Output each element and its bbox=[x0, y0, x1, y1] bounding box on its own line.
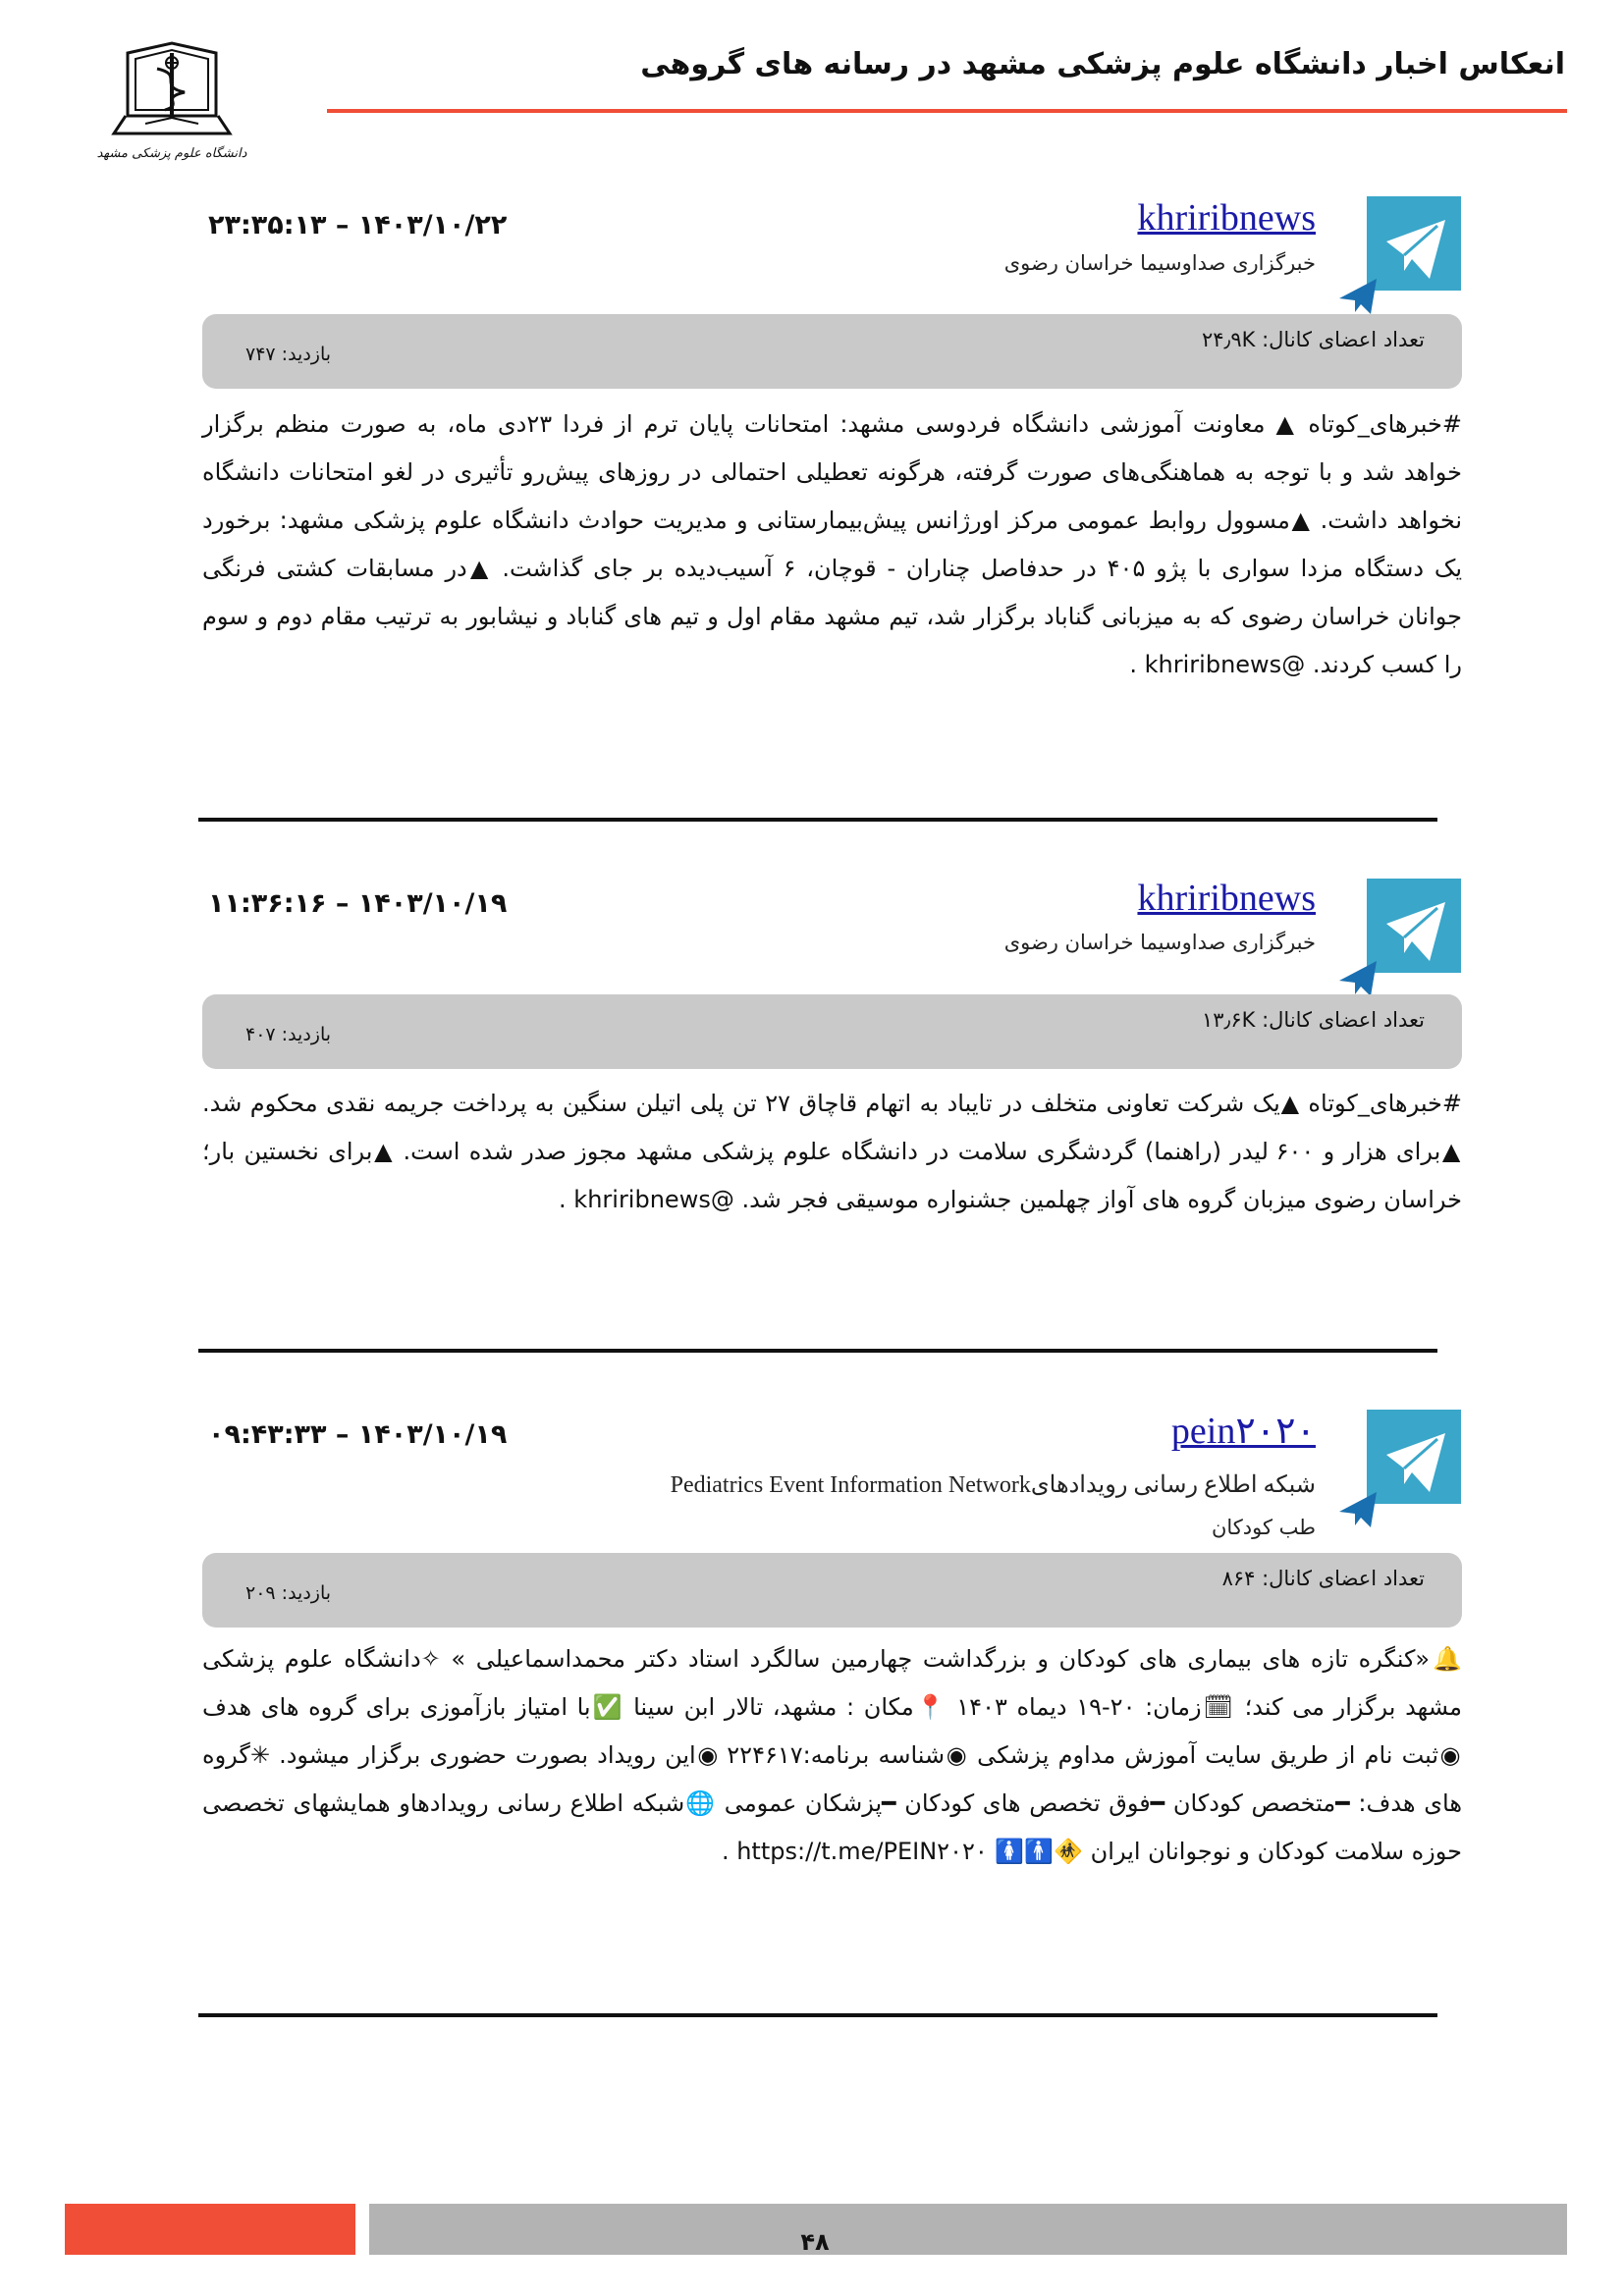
channel-description: خبرگزاری صداوسیما خراسان رضوی bbox=[1003, 931, 1316, 954]
telegram-icon bbox=[1335, 879, 1461, 1006]
page-title: انعکاس اخبار دانشگاه علوم پزشکی مشهد در رسانه های گروهی bbox=[640, 47, 1565, 81]
channel-members: تعداد اعضای کانال: ۸۶۴ bbox=[1221, 1567, 1425, 1590]
post-datetime: ۱۱:۳۶:۱۶ – ۱۴۰۳/۱۰/۱۹ bbox=[208, 888, 508, 919]
channel-description-line2: طب کودکان bbox=[1211, 1516, 1316, 1539]
footer-accent-bar bbox=[65, 2204, 355, 2255]
header-divider bbox=[327, 109, 1567, 113]
post-datetime: ۲۳:۳۵:۱۳ – ۱۴۰۳/۱۰/۲۲ bbox=[208, 210, 508, 240]
post-body: #خبرهای_کوتاه ▲ معاونت آموزشی دانشگاه فردوسی مشهد: امتحانات پایان ترم از فردا ۲۳دی ماه، به صورت منظم برگزار خواهد شد و با توجه به هماهنگی‌های صورت گرفته، هرگونه تعطیلی احتمالی در روزهای پیش‌رو تأثیری در لغو امتحانات دانشگاه نخواهد داشت. ▲مسوول روابط عمومی مرکز اورژانس پیش‌بیمارستانی و مدیریت حوادث دانشگاه علوم پزشکی مشهد: برخورد یک دستگاه مزدا سواری با پژو ۴۰۵ در حدفاصل چناران - قوچان، ۶ آسیب‌دیده بر جای گذاشت. ▲در مسابقات کشتی فرنگی جوانان خراسان رضوی که به میزبانی گناباد برگزار شد، تیم مشهد مقام اول و تیم های گناباد و نیشابور به ترتیب مقام دوم و سوم را کسب کردند. @khriribnews . bbox=[202, 410, 1463, 678]
stats-bar bbox=[202, 1553, 1462, 1628]
post-divider bbox=[198, 1349, 1437, 1353]
channel-members: تعداد اعضای کانال: ۲۴٫۹K bbox=[1201, 328, 1425, 351]
channel-link[interactable]: khriribnews bbox=[1137, 878, 1316, 919]
channel-description: شبکه اطلاع رسانی رویدادهایPediatrics Event Information Network bbox=[670, 1472, 1316, 1498]
post-views: بازدید: ۷۴۷ bbox=[245, 344, 332, 365]
telegram-icon bbox=[1335, 1410, 1461, 1537]
logo-caption: دانشگاه علوم پزشکی مشهد bbox=[96, 146, 247, 161]
channel-members: تعداد اعضای کانال: ۱۳٫۶K bbox=[1201, 1008, 1425, 1032]
university-logo bbox=[96, 39, 247, 167]
stats-bar bbox=[202, 314, 1462, 389]
post-views: بازدید: ۲۰۹ bbox=[245, 1582, 332, 1604]
post-divider bbox=[198, 818, 1437, 822]
footer-bar bbox=[369, 2204, 1567, 2255]
channel-link[interactable]: khriribnews bbox=[1137, 197, 1316, 239]
page-number: ۴۸ bbox=[800, 2228, 830, 2256]
post-body: 🔔«کنگره تازه های بیماری های کودکان و بزرگداشت چهارمین سالگرد استاد دکتر محمداسماعیلی » ✧دانشگاه علوم پزشکی مشهد برگزار می کند؛ 🗓زمان: ۲۰-۱۹ دیماه ۱۴۰۳ 📍مکان : مشهد، تالار ابن سینا ✅با امتیاز بازآموزی برای گروه های هدف ◉ثبت نام از طریق سایت آموزش مداوم پزشکی ◉شناسه برنامه:۲۲۴۶۱۷ ◉این رویداد بصورت حضوری برگزار میشود. ✳گروه های هدف: ━متخصص کودکان ━فوق تخصص های کودکان ━پزشکان عمومی 🌐شبکه اطلاع رسانی رویدادهاو همایشهای تخصصی حوزه سلامت کودکان و نوجوانان ایران 🚸🚹🚺 https://t.me/PEIN۲۰۲۰ . bbox=[202, 1645, 1463, 1865]
channel-link[interactable]: pein۲۰۲۰ bbox=[1170, 1411, 1316, 1452]
post-datetime: ۰۹:۴۳:۳۳ – ۱۴۰۳/۱۰/۱۹ bbox=[208, 1419, 508, 1450]
post-divider bbox=[198, 2013, 1437, 2017]
channel-description: خبرگزاری صداوسیما خراسان رضوی bbox=[1003, 251, 1316, 275]
post-body: #خبرهای_کوتاه ▲یک شرکت تعاونی متخلف در تایباد به اتهام قاچاق ۲۷ تن پلی اتیلن سنگین به پرداخت جریمه نقدی محکوم شد. ▲برای هزار و ۶۰۰ لیدر (راهنما) گردشگری سلامت در دانشگاه علوم پزشکی مشهد مجوز صدر شده است. ▲برای نخستین بار؛خراسان رضوی میزبان گروه های آواز چهلمین جشنواره موسیقی فجر شد. @khriribnews . bbox=[202, 1090, 1463, 1213]
post-views: بازدید: ۴۰۷ bbox=[245, 1024, 332, 1045]
telegram-icon bbox=[1335, 196, 1461, 324]
stats-bar bbox=[202, 994, 1462, 1069]
